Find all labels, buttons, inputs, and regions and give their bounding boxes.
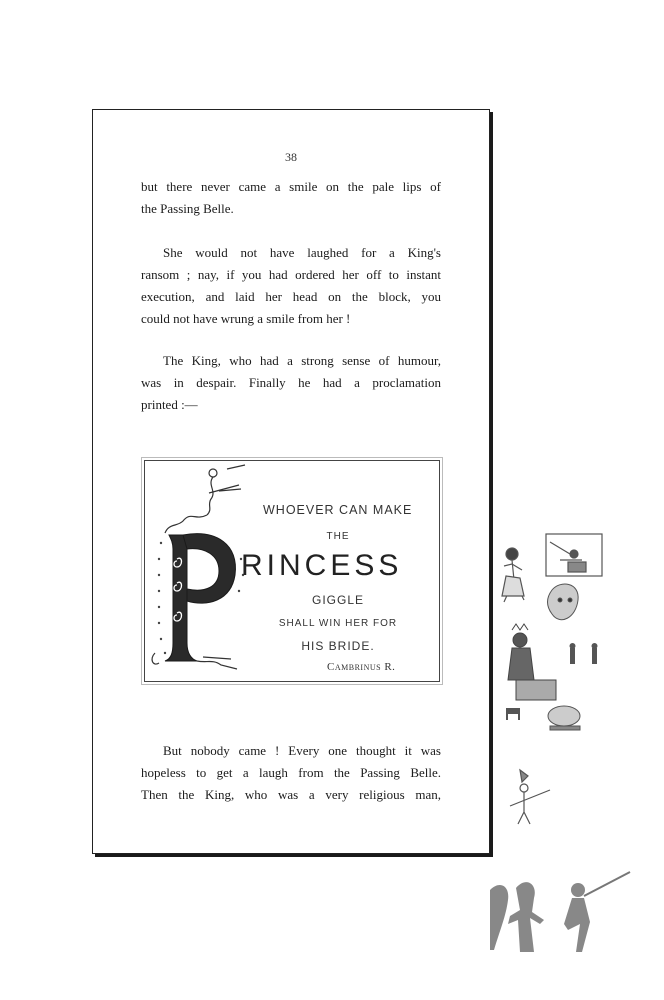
paragraph-2 xyxy=(141,242,441,330)
proclamation-princess: RINCESS xyxy=(241,549,403,582)
text-line: but there never came a smile on the pale lips of xyxy=(141,179,441,194)
text-line: printed :— xyxy=(141,397,198,412)
text-line: could not have wrung a smile from her ! xyxy=(141,311,351,326)
page-frame xyxy=(92,109,490,854)
proclamation-signature: Cambrinus R. xyxy=(327,661,396,673)
text-line: ransom ; nay, if you had ordered her off to instant xyxy=(141,267,441,282)
flourish-icon xyxy=(165,465,245,533)
text-line: was in despair. Finally he had a proclamation xyxy=(141,375,441,390)
puppet-show-icon xyxy=(546,534,602,576)
mask-icon xyxy=(548,584,579,620)
paragraph-4 xyxy=(141,740,441,806)
toy-sheep-icon xyxy=(548,706,580,730)
paragraph-1 xyxy=(141,176,441,220)
text-line: The King, who had a strong sense of humour, xyxy=(163,353,441,368)
silhouette-figures-icon xyxy=(490,872,630,952)
proclamation-box xyxy=(144,460,440,682)
text-line: the Passing Belle. xyxy=(141,201,234,216)
page-number: 38 xyxy=(285,150,297,164)
text-line: She would not have laughed for a King's xyxy=(163,245,441,260)
proclamation-line-2: THE xyxy=(326,531,350,542)
ornamental-drop-cap-p xyxy=(147,463,247,681)
toy-horse-icon xyxy=(506,708,520,720)
text-line: But nobody came ! Every one thought it was xyxy=(163,743,441,758)
proclamation-line-5: SHALL WIN HER FOR xyxy=(278,618,398,629)
proclamation-line-6: HIS BRIDE. xyxy=(301,639,375,653)
paragraph-3 xyxy=(141,350,441,416)
text-line: hopeless to get a laugh from the Passing Belle. xyxy=(141,765,441,780)
margin-doodles xyxy=(490,520,664,1000)
text-line: Then the King, who was a very religious man, xyxy=(141,787,441,802)
king-figure-icon xyxy=(508,624,556,700)
proclamation-line-4: GIGGLE xyxy=(311,593,364,607)
proclamation-line-1: WHOEVER CAN MAKE xyxy=(263,503,413,517)
text-line: execution, and laid her head on the block, you xyxy=(141,289,441,304)
dancing-figure-icon xyxy=(502,548,524,602)
spear-soldier-icon xyxy=(510,770,550,824)
toy-soldiers-icon xyxy=(570,643,598,664)
